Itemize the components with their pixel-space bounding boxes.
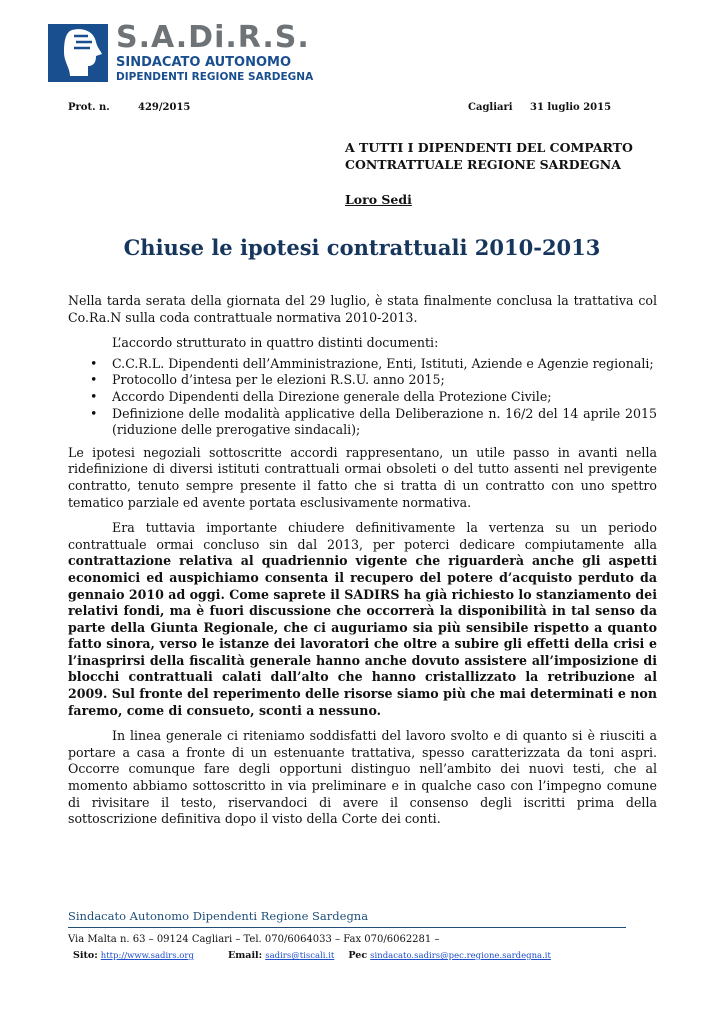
paragraph-4 <box>68 520 657 719</box>
paragraph-2: L’accordo strutturato in quattro distinti documenti: <box>112 335 439 351</box>
list-item: • Definizione delle modalità applicative della Deliberazione n. 16/2 del 14 aprile 2015 (riduzione delle prerogative sindacali); <box>68 406 657 439</box>
logo-subtitle-2: DIPENDENTI REGIONE SARDEGNA <box>116 71 314 83</box>
paragraph-5: In linea generale ci riteniamo soddisfatti del lavoro svolto e di quanto si è riusciti a portare a casa a fronte di un estenuante trattativa, spesso caratterizzata da toni aspri. Occorre comunque fare degli opportuni distinguo nell’ambito dei nuovi testi, che al momento abbiamo sottoscritto in via preliminare e in qualche caso con l’impegno comune di rivisitare il testo, riservandoci di avere il consenso degli iscritti prima della sottoscrizione definitiva dopo il visto della Corte dei conti. <box>68 728 657 827</box>
site-label: Sito: <box>73 950 98 961</box>
sadirs-logo <box>48 20 314 86</box>
footer-contacts <box>73 950 551 961</box>
profile-head-icon <box>48 24 108 82</box>
pec-link[interactable]: sindacato.sadirs@pec.regione.sardegna.it <box>370 951 551 961</box>
footer-address: Via Malta n. 63 – 09124 Cagliari – Tel. 070/6064033 – Fax 070/6062281 – <box>68 934 440 945</box>
paragraph-4-normal: Era tuttavia importante chiudere definitivamente la vertenza su un periodo contrattuale ormai concluso sin dal 2013, per poterci dedicare compiutamente alla <box>68 520 657 552</box>
letter-body <box>68 293 657 828</box>
email-link[interactable]: sadirs@tiscali.it <box>265 951 335 961</box>
logo-subtitle-1: SINDACATO AUTONOMO <box>116 55 292 70</box>
addressee-line-1: A TUTTI I DIPENDENTI DEL COMPARTO <box>345 140 633 155</box>
addressee <box>345 139 633 173</box>
pec-label: Pec <box>348 950 368 961</box>
footer-organization: Sindacato Autonomo Dipendenti Regione Sardegna <box>68 909 369 923</box>
protocol-label: Prot. n. <box>68 102 110 113</box>
place-date: Cagliari 31 luglio 2015 <box>468 102 612 113</box>
list-item: • Protocollo d’intesa per le elezioni R.S.U. anno 2015; <box>68 372 657 389</box>
document-list <box>68 356 657 439</box>
paragraph-4-bold: contrattazione relativa al quadriennio vigente che riguarderà anche gli aspetti economici ed auspichiamo consenta il recupero del potere d’acquisto perduto da gennaio 2010 ad oggi. Come saprete il SADIRS ha già richiesto lo stanziamento dei relativi fondi, ma è fuori discussione che occorrerà la disponibilità in tal senso da parte della Giunta Regionale, che ci auguriamo sia più sensibile rispetto a quanto fatto sinora, verso le istanze dei lavoratori che oltre a subire gli effetti della crisi e l’inasprirsi della fiscalità generale hanno anche dovuto assistere all’imposizione di blocchi contrattuali calati dall’alto che hanno cristallizzato la retribuzione al 2009. Sul fronte del reperimento delle risorse siamo più che mai determinati e non faremo, come di consueto, sconti a nessuno. <box>68 553 658 718</box>
logo-title: S.A.Di.R.S. <box>116 20 310 55</box>
loro-sedi: Loro Sedi <box>345 192 412 207</box>
paragraph-1: Nella tarda serata della giornata del 29 luglio, è stata finalmente conclusa la trattativa col Co.Ra.N sulla coda contrattuale normativa 2010-2013. <box>68 293 657 325</box>
document-title: Chiuse le ipotesi contrattuali 2010-2013 <box>123 235 601 260</box>
addressee-line-2: CONTRATTUALE REGIONE SARDEGNA <box>345 157 621 172</box>
protocol-number: 429/2015 <box>138 102 191 113</box>
list-item: • C.C.R.L. Dipendenti dell’Amministrazione, Enti, Istituti, Aziende e Agenzie regionali; <box>68 356 657 373</box>
site-link[interactable]: http://www.sadirs.org <box>100 951 194 961</box>
email-label: Email: <box>228 950 263 961</box>
footer-divider <box>68 927 626 928</box>
list-item: • Accordo Dipendenti della Direzione generale della Protezione Civile; <box>68 389 657 406</box>
paragraph-3: Le ipotesi negoziali sottoscritte accordi rappresentano, un utile passo in avanti nella ridefinizione di diversi istituti contrattuali ormai obsoleti o del tutto assenti nel previgente contratto, tenuto sempre presente il fatto che si tratta di un contratto con uno spettro tematico parziale ed avente portata esclusivamente normativa. <box>68 444 657 510</box>
